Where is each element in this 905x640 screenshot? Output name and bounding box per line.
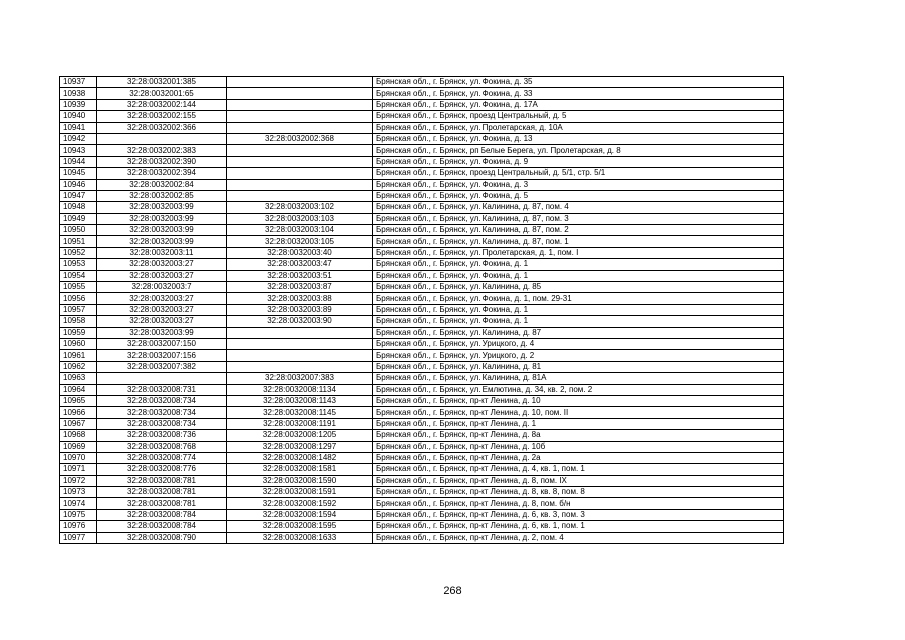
row-number-cell: 10963 [60, 373, 97, 384]
address-cell: Брянская обл., г. Брянск, проезд Центральный, д. 5 [373, 111, 784, 122]
table-row [60, 168, 784, 179]
row-number-cell: 10956 [60, 293, 97, 304]
registry-table-body [60, 77, 784, 544]
row-number-cell: 10953 [60, 259, 97, 270]
row-number-cell: 10951 [60, 236, 97, 247]
row-number-cell: 10943 [60, 145, 97, 156]
cadastral-number-cell: 32:28:0032003:99 [97, 236, 227, 247]
cadastral-number-cell: 32:28:0032002:85 [97, 190, 227, 201]
object-cadastral-number-cell: 32:28:0032003:104 [227, 225, 373, 236]
cadastral-number-cell: 32:28:0032003:11 [97, 247, 227, 258]
address-cell: Брянская обл., г. Брянск, ул. Емлютина, д. 34, кв. 2, пом. 2 [373, 384, 784, 395]
table-row [60, 395, 784, 406]
object-cadastral-number-cell: 32:28:0032003:105 [227, 236, 373, 247]
table-row [60, 487, 784, 498]
table-row [60, 293, 784, 304]
table-row [60, 247, 784, 258]
address-cell: Брянская обл., г. Брянск, ул. Калинина, д. 87, пом. 1 [373, 236, 784, 247]
table-row [60, 88, 784, 99]
row-number-cell: 10938 [60, 88, 97, 99]
cadastral-number-cell [97, 373, 227, 384]
row-number-cell: 10967 [60, 418, 97, 429]
cadastral-number-cell: 32:28:0032003:99 [97, 327, 227, 338]
cadastral-number-cell: 32:28:0032007:382 [97, 361, 227, 372]
table-row [60, 361, 784, 372]
table-row [60, 145, 784, 156]
row-number-cell: 10942 [60, 133, 97, 144]
cadastral-number-cell: 32:28:0032008:734 [97, 395, 227, 406]
cadastral-number-cell: 32:28:0032003:99 [97, 213, 227, 224]
table-row [60, 532, 784, 543]
object-cadastral-number-cell [227, 361, 373, 372]
object-cadastral-number-cell: 32:28:0032008:1143 [227, 395, 373, 406]
row-number-cell: 10976 [60, 521, 97, 532]
row-number-cell: 10962 [60, 361, 97, 372]
object-cadastral-number-cell: 32:28:0032008:1633 [227, 532, 373, 543]
object-cadastral-number-cell: 32:28:0032003:51 [227, 270, 373, 281]
cadastral-number-cell: 32:28:0032002:84 [97, 179, 227, 190]
cadastral-number-cell: 32:28:0032008:781 [97, 487, 227, 498]
address-cell: Брянская обл., г. Брянск, ул. Калинина, д. 87, пом. 3 [373, 213, 784, 224]
object-cadastral-number-cell [227, 327, 373, 338]
cadastral-number-cell: 32:28:0032002:390 [97, 156, 227, 167]
table-row [60, 418, 784, 429]
row-number-cell: 10957 [60, 304, 97, 315]
row-number-cell: 10946 [60, 179, 97, 190]
cadastral-number-cell: 32:28:0032003:99 [97, 225, 227, 236]
cadastral-number-cell: 32:28:0032008:790 [97, 532, 227, 543]
object-cadastral-number-cell: 32:28:0032003:88 [227, 293, 373, 304]
row-number-cell: 10955 [60, 282, 97, 293]
address-cell: Брянская обл., г. Брянск, пр-кт Ленина, д. 8, пом. б/н [373, 498, 784, 509]
address-cell: Брянская обл., г. Брянск, пр-кт Ленина, д. 2, пом. 4 [373, 532, 784, 543]
table-row [60, 77, 784, 88]
table-row [60, 190, 784, 201]
row-number-cell: 10961 [60, 350, 97, 361]
address-cell: Брянская обл., г. Брянск, проезд Центральный, д. 5/1, стр. 5/1 [373, 168, 784, 179]
page-number: 268 [443, 585, 462, 597]
row-number-cell: 10977 [60, 532, 97, 543]
object-cadastral-number-cell [227, 122, 373, 133]
object-cadastral-number-cell [227, 168, 373, 179]
object-cadastral-number-cell: 32:28:0032003:40 [227, 247, 373, 258]
row-number-cell: 10941 [60, 122, 97, 133]
row-number-cell: 10939 [60, 99, 97, 110]
cadastral-number-cell: 32:28:0032008:784 [97, 521, 227, 532]
row-number-cell: 10975 [60, 509, 97, 520]
table-row [60, 327, 784, 338]
object-cadastral-number-cell: 32:28:0032008:1594 [227, 509, 373, 520]
row-number-cell: 10974 [60, 498, 97, 509]
row-number-cell: 10968 [60, 430, 97, 441]
address-cell: Брянская обл., г. Брянск, ул. Фокина, д. 35 [373, 77, 784, 88]
object-cadastral-number-cell: 32:28:0032008:1205 [227, 430, 373, 441]
address-cell: Брянская обл., г. Брянск, ул. Фокина, д. 5 [373, 190, 784, 201]
address-cell: Брянская обл., г. Брянск, пр-кт Ленина, д. 6, кв. 1, пом. 1 [373, 521, 784, 532]
address-cell: Брянская обл., г. Брянск, ул. Фокина, д. 1 [373, 270, 784, 281]
address-cell: Брянская обл., г. Брянск, ул. Фокина, д. 13 [373, 133, 784, 144]
object-cadastral-number-cell [227, 88, 373, 99]
object-cadastral-number-cell: 32:28:0032002:368 [227, 133, 373, 144]
row-number-cell: 10954 [60, 270, 97, 281]
object-cadastral-number-cell [227, 190, 373, 201]
table-row [60, 452, 784, 463]
object-cadastral-number-cell: 32:28:0032007:383 [227, 373, 373, 384]
address-cell: Брянская обл., г. Брянск, пр-кт Ленина, д. 10 [373, 395, 784, 406]
cadastral-number-cell: 32:28:0032008:774 [97, 452, 227, 463]
cadastral-number-cell: 32:28:0032007:150 [97, 338, 227, 349]
address-cell: Брянская обл., г. Брянск, пр-кт Ленина, д. 4, кв. 1, пом. 1 [373, 464, 784, 475]
address-cell: Брянская обл., г. Брянск, ул. Калинина, д. 85 [373, 282, 784, 293]
row-number-cell: 10937 [60, 77, 97, 88]
row-number-cell: 10965 [60, 395, 97, 406]
cadastral-number-cell: 32:28:0032008:781 [97, 475, 227, 486]
address-cell: Брянская обл., г. Брянск, ул. Фокина, д. 17А [373, 99, 784, 110]
cadastral-number-cell: 32:28:0032003:99 [97, 202, 227, 213]
row-number-cell: 10973 [60, 487, 97, 498]
cadastral-number-cell: 32:28:0032002:155 [97, 111, 227, 122]
address-cell: Брянская обл., г. Брянск, ул. Фокина, д. 1 [373, 259, 784, 270]
table-row [60, 236, 784, 247]
object-cadastral-number-cell [227, 77, 373, 88]
cadastral-number-cell: 32:28:0032002:394 [97, 168, 227, 179]
object-cadastral-number-cell [227, 111, 373, 122]
table-row [60, 316, 784, 327]
object-cadastral-number-cell: 32:28:0032008:1145 [227, 407, 373, 418]
cadastral-number-cell: 32:28:0032003:27 [97, 316, 227, 327]
row-number-cell: 10959 [60, 327, 97, 338]
cadastral-number-cell: 32:28:0032002:144 [97, 99, 227, 110]
cadastral-number-cell: 32:28:0032007:156 [97, 350, 227, 361]
object-cadastral-number-cell: 32:28:0032008:1297 [227, 441, 373, 452]
address-cell: Брянская обл., г. Брянск, пр-кт Ленина, д. 10б [373, 441, 784, 452]
table-row [60, 521, 784, 532]
object-cadastral-number-cell: 32:28:0032003:102 [227, 202, 373, 213]
table-row [60, 282, 784, 293]
cadastral-number-cell: 32:28:0032002:366 [97, 122, 227, 133]
cadastral-number-cell: 32:28:0032008:731 [97, 384, 227, 395]
table-row [60, 407, 784, 418]
table-row [60, 99, 784, 110]
row-number-cell: 10970 [60, 452, 97, 463]
table-row [60, 498, 784, 509]
object-cadastral-number-cell [227, 156, 373, 167]
table-row [60, 202, 784, 213]
address-cell: Брянская обл., г. Брянск, пр-кт Ленина, д. 8а [373, 430, 784, 441]
address-cell: Брянская обл., г. Брянск, ул. Калинина, д. 87, пом. 2 [373, 225, 784, 236]
cadastral-number-cell [97, 133, 227, 144]
row-number-cell: 10949 [60, 213, 97, 224]
cadastral-number-cell: 32:28:0032008:781 [97, 498, 227, 509]
object-cadastral-number-cell: 32:28:0032008:1191 [227, 418, 373, 429]
object-cadastral-number-cell: 32:28:0032003:103 [227, 213, 373, 224]
address-cell: Брянская обл., г. Брянск, ул. Фокина, д. 1 [373, 304, 784, 315]
table-row [60, 270, 784, 281]
address-cell: Брянская обл., г. Брянск, ул. Калинина, д. 87, пом. 4 [373, 202, 784, 213]
object-cadastral-number-cell [227, 338, 373, 349]
address-cell: Брянская обл., г. Брянск, пр-кт Ленина, д. 8, пом. IX [373, 475, 784, 486]
address-cell: Брянская обл., г. Брянск, ул. Фокина, д. 33 [373, 88, 784, 99]
address-cell: Брянская обл., г. Брянск, пр-кт Ленина, д. 1 [373, 418, 784, 429]
row-number-cell: 10947 [60, 190, 97, 201]
table-row [60, 179, 784, 190]
address-cell: Брянская обл., г. Брянск, ул. Фокина, д. 1 [373, 316, 784, 327]
object-cadastral-number-cell: 32:28:0032003:87 [227, 282, 373, 293]
object-cadastral-number-cell: 32:28:0032008:1134 [227, 384, 373, 395]
object-cadastral-number-cell [227, 350, 373, 361]
object-cadastral-number-cell: 32:28:0032008:1595 [227, 521, 373, 532]
cadastral-number-cell: 32:28:0032001:385 [97, 77, 227, 88]
row-number-cell: 10945 [60, 168, 97, 179]
table-row [60, 111, 784, 122]
table-row [60, 350, 784, 361]
object-cadastral-number-cell: 32:28:0032003:90 [227, 316, 373, 327]
row-number-cell: 10944 [60, 156, 97, 167]
table-row [60, 225, 784, 236]
table-row [60, 384, 784, 395]
cadastral-number-cell: 32:28:0032003:27 [97, 304, 227, 315]
table-row [60, 441, 784, 452]
table-row [60, 133, 784, 144]
row-number-cell: 10952 [60, 247, 97, 258]
cadastral-number-cell: 32:28:0032008:784 [97, 509, 227, 520]
address-cell: Брянская обл., г. Брянск, пр-кт Ленина, д. 8, кв. 8, пом. 8 [373, 487, 784, 498]
table-row [60, 304, 784, 315]
table-row [60, 338, 784, 349]
object-cadastral-number-cell: 32:28:0032008:1581 [227, 464, 373, 475]
address-cell: Брянская обл., г. Брянск, пр-кт Ленина, д. 10, пом. II [373, 407, 784, 418]
cadastral-number-cell: 32:28:0032003:27 [97, 293, 227, 304]
object-cadastral-number-cell [227, 179, 373, 190]
object-cadastral-number-cell: 32:28:0032003:89 [227, 304, 373, 315]
address-cell: Брянская обл., г. Брянск, ул. Калинина, д. 81А [373, 373, 784, 384]
object-cadastral-number-cell: 32:28:0032008:1590 [227, 475, 373, 486]
address-cell: Брянская обл., г. Брянск, ул. Пролетарская, д. 1, пом. I [373, 247, 784, 258]
object-cadastral-number-cell: 32:28:0032008:1591 [227, 487, 373, 498]
row-number-cell: 10964 [60, 384, 97, 395]
row-number-cell: 10972 [60, 475, 97, 486]
registry-table [59, 76, 784, 544]
cadastral-number-cell: 32:28:0032002:383 [97, 145, 227, 156]
cadastral-number-cell: 32:28:0032008:768 [97, 441, 227, 452]
table-row [60, 156, 784, 167]
table-row [60, 475, 784, 486]
cadastral-number-cell: 32:28:0032008:734 [97, 407, 227, 418]
row-number-cell: 10960 [60, 338, 97, 349]
row-number-cell: 10971 [60, 464, 97, 475]
cadastral-number-cell: 32:28:0032008:736 [97, 430, 227, 441]
table-row [60, 430, 784, 441]
cadastral-number-cell: 32:28:0032001:65 [97, 88, 227, 99]
table-row [60, 213, 784, 224]
cadastral-number-cell: 32:28:0032003:27 [97, 270, 227, 281]
address-cell: Брянская обл., г. Брянск, ул. Урицкого, д. 2 [373, 350, 784, 361]
table-row [60, 122, 784, 133]
object-cadastral-number-cell [227, 145, 373, 156]
cadastral-number-cell: 32:28:0032008:776 [97, 464, 227, 475]
cadastral-number-cell: 32:28:0032003:7 [97, 282, 227, 293]
object-cadastral-number-cell: 32:28:0032003:47 [227, 259, 373, 270]
row-number-cell: 10940 [60, 111, 97, 122]
row-number-cell: 10950 [60, 225, 97, 236]
object-cadastral-number-cell: 32:28:0032008:1592 [227, 498, 373, 509]
cadastral-number-cell: 32:28:0032003:27 [97, 259, 227, 270]
address-cell: Брянская обл., г. Брянск, пр-кт Ленина, д. 6, кв. 3, пом. 3 [373, 509, 784, 520]
row-number-cell: 10948 [60, 202, 97, 213]
address-cell: Брянская обл., г. Брянск, ул. Калинина, д. 87 [373, 327, 784, 338]
address-cell: Брянская обл., г. Брянск, ул. Фокина, д. 3 [373, 179, 784, 190]
object-cadastral-number-cell [227, 99, 373, 110]
cadastral-number-cell: 32:28:0032008:734 [97, 418, 227, 429]
row-number-cell: 10969 [60, 441, 97, 452]
address-cell: Брянская обл., г. Брянск, ул. Калинина, д. 81 [373, 361, 784, 372]
row-number-cell: 10958 [60, 316, 97, 327]
row-number-cell: 10966 [60, 407, 97, 418]
address-cell: Брянская обл., г. Брянск, пр-кт Ленина, д. 2а [373, 452, 784, 463]
object-cadastral-number-cell: 32:28:0032008:1482 [227, 452, 373, 463]
address-cell: Брянская обл., г. Брянск, ул. Фокина, д. 1, пом. 29-31 [373, 293, 784, 304]
table-row [60, 464, 784, 475]
address-cell: Брянская обл., г. Брянск, ул. Пролетарская, д. 10А [373, 122, 784, 133]
address-cell: Брянская обл., г. Брянск, ул. Фокина, д. 9 [373, 156, 784, 167]
address-cell: Брянская обл., г. Брянск, ул. Урицкого, д. 4 [373, 338, 784, 349]
table-row [60, 373, 784, 384]
table-row [60, 259, 784, 270]
address-cell: Брянская обл., г. Брянск, рп Белые Берега, ул. Пролетарская, д. 8 [373, 145, 784, 156]
table-row [60, 509, 784, 520]
